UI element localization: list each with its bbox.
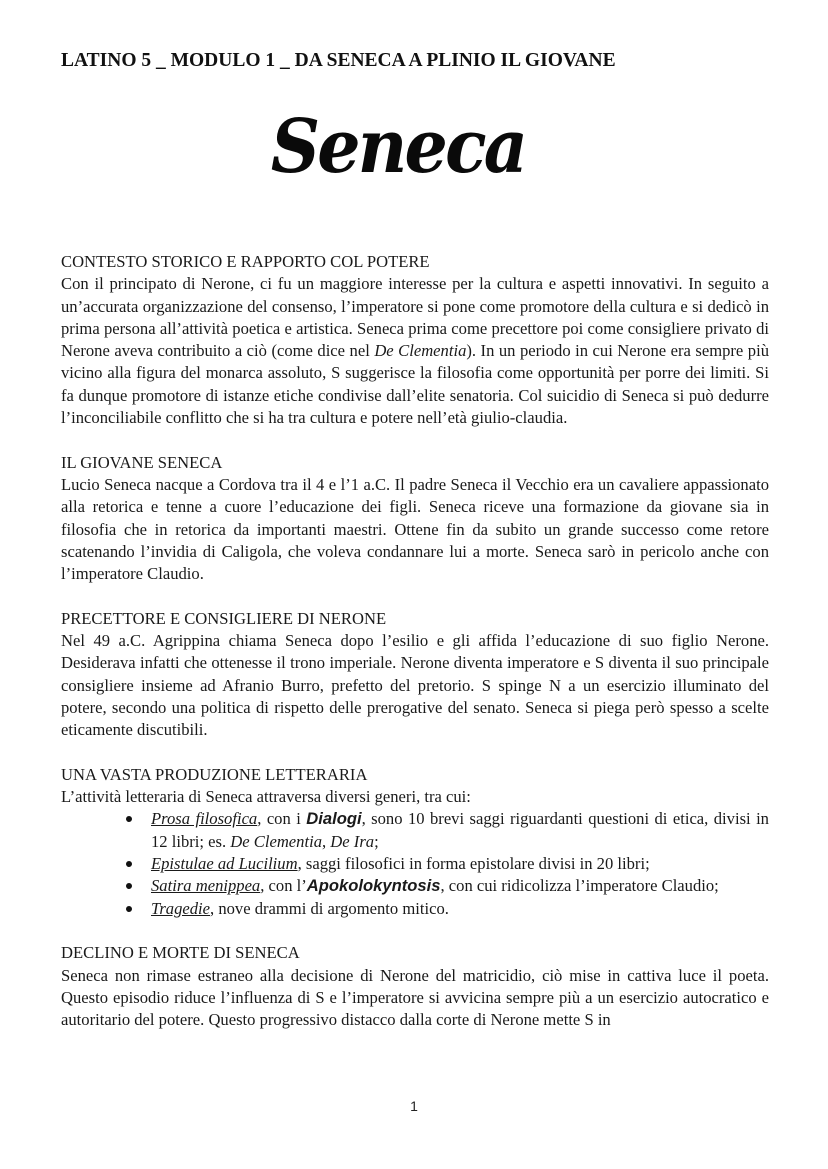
body-text: , con cui ridicolizza l’imperatore Claudio; bbox=[440, 876, 719, 896]
list-item bbox=[151, 875, 769, 897]
section-heading: PRECETTORE E CONSIGLIERE DI NERONE bbox=[61, 608, 387, 628]
section-declino-morte bbox=[61, 942, 769, 1031]
works-list bbox=[61, 808, 769, 919]
genre-label: Satira menippea bbox=[151, 876, 261, 896]
body-text: , con l’ bbox=[260, 876, 307, 896]
body-text: , con i bbox=[257, 809, 307, 829]
section-intro: L’attività letteraria di Seneca attraversa diversi generi, tra cui: bbox=[61, 787, 471, 807]
body-text: ; bbox=[374, 831, 379, 851]
section-produzione-letteraria bbox=[61, 764, 769, 920]
work-title-bold: Dialogi bbox=[306, 809, 362, 829]
body-text: ). In un periodo in cui Nerone era sempre più vicino alla figura del monarca assoluto, S suggerisce la filosofia come opportunità per porre dei limiti. Si fa dunque promotore di istanze etiche condivise dall’elite senatoria. Col suicidio di Seneca si può dedurre l’inconciliabile conflitto che si ha tra cultura e potere nell’età giulio-claudia. bbox=[61, 341, 769, 428]
body-text: , nove drammi di argomento mitico. bbox=[210, 898, 449, 918]
course-header: LATINO 5 _ MODULO 1 _ DA SENECA A PLINIO IL GIOVANE bbox=[61, 50, 616, 71]
section-heading: DECLINO E MORTE DI SENECA bbox=[61, 943, 300, 963]
genre-label: Prosa filosofica bbox=[151, 809, 258, 829]
section-body: Nel 49 a.C. Agrippina chiama Seneca dopo l’esilio e gli affida l’educazione di suo figlio Nerone. Desiderava infatti che ottenesse il trono imperiale. Nerone diventa imperatore e S diventa il suo principale consigliere insieme ad Afranio Burro, prefetto del pretorio. S spinge N a un esercizio illuminato del potere, secondo una politica di rispetto delle prerogative del senato. Seneca si piega però spesso a scelte eticamente discutibili. bbox=[61, 631, 769, 740]
list-item bbox=[151, 808, 769, 853]
page-title: Seneca bbox=[270, 104, 526, 190]
section-contesto-storico bbox=[61, 251, 769, 429]
body-text: , saggi filosofici in forma epistolare divisi in 20 libri; bbox=[297, 854, 650, 874]
section-heading: UNA VASTA PRODUZIONE LETTERARIA bbox=[61, 764, 368, 784]
genre-label: Tragedie bbox=[151, 898, 211, 918]
list-item bbox=[151, 853, 769, 875]
body-text: , sono 10 brevi saggi riguardanti questioni di etica, divisi in 12 libri; es. bbox=[151, 809, 769, 851]
section-giovane-seneca bbox=[61, 452, 769, 586]
work-title-italic: De Clementia bbox=[374, 341, 467, 361]
work-title-italic: De Ira bbox=[330, 831, 375, 851]
section-body bbox=[61, 273, 769, 429]
section-body: Seneca non rimase estraneo alla decisione di Nerone del matricidio, ciò mise in cattiva luce il poeta. Questo episodio riduce l’influenza di S e l’imperatore si avvicina sempre più a un esercizio autocratico e autoritario del potere. Questo progressivo distacco dalla corte di Nerone mette S in bbox=[61, 965, 769, 1030]
page-number: 1 bbox=[410, 1098, 418, 1114]
section-heading: CONTESTO STORICO E RAPPORTO COL POTERE bbox=[61, 252, 430, 271]
work-title-italic: De Clementia bbox=[230, 831, 322, 851]
section-precettore bbox=[61, 608, 769, 742]
section-body: Lucio Seneca nacque a Cordova tra il 4 e l’1 a.C. Il padre Seneca il Vecchio era un cavaliere appassionato alla retorica e tenne a cuore l’educazione dei figli. Seneca riceve una formazione da giovane sia in filosofia che in retorica da importanti maestri. Ottene fin da subito un grande successo come retore scatenando l’invidia di Caligola, che voleva condannare lui a morte. Seneca sarò in pericolo anche con l’imperatore Claudio. bbox=[61, 474, 769, 584]
work-title-bold: Apokolokyntosis bbox=[306, 876, 441, 896]
list-item bbox=[151, 898, 769, 920]
body-text: Con il principato di Nerone, ci fu un maggiore interesse per la cultura e aspetti innovativi. In seguito a un’accurata organizzazione del consenso, l’imperatore si pone come promotore della cultura e si dedicò in prima persona all’attività poetica e artistica. Seneca prima come precettore poi come consigliere privato di Nerone aveva contribuito a ciò (come dice nel bbox=[61, 274, 769, 361]
genre-label: Epistulae ad Lucilium bbox=[151, 854, 298, 874]
document-content bbox=[61, 251, 769, 1054]
section-heading: IL GIOVANE SENECA bbox=[61, 452, 223, 472]
body-text: , bbox=[322, 831, 331, 851]
